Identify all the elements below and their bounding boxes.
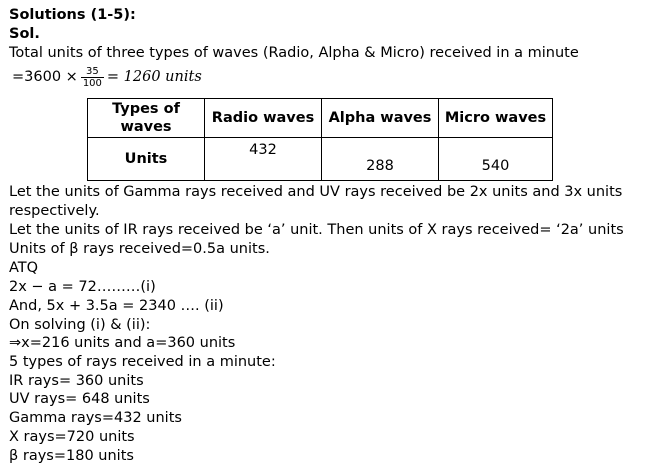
- body-line: ATQ: [9, 260, 39, 276]
- table-header-row: [88, 99, 553, 138]
- fraction-denominator: 100: [82, 77, 102, 89]
- body-line: Units of β rays received=0.5a units.: [9, 241, 270, 257]
- result-line: X rays=720 units: [9, 429, 135, 445]
- table-cell: 540: [439, 138, 553, 181]
- table-header-cell: Radio waves: [205, 99, 322, 138]
- calc-prefix: =3600 ×: [12, 69, 78, 85]
- calculation-line: [12, 64, 202, 90]
- intro-text: Total units of three types of waves (Radio, Alpha & Micro) received in a minute: [9, 45, 579, 61]
- body-line: Let the units of Gamma rays received and UV rays received be 2x units and 3x units: [9, 184, 623, 200]
- equation-line: 2x − a = 72………(i): [9, 279, 156, 295]
- sol-label: Sol.: [9, 26, 40, 42]
- solutions-heading: Solutions (1-5):: [9, 7, 136, 23]
- result-line: IR rays= 360 units: [9, 373, 144, 389]
- table-row-label: Units: [88, 138, 205, 181]
- calc-result: = 1260 units: [106, 69, 202, 85]
- result-line: β rays=180 units: [9, 448, 134, 464]
- body-line: Let the units of IR rays received be ‘a’ unit. Then units of X rays received= ‘2a’ units: [9, 222, 624, 238]
- result-line: UV rays= 648 units: [9, 391, 150, 407]
- fraction-numerator: 35: [81, 66, 104, 78]
- table-row: [88, 138, 553, 181]
- body-line: respectively.: [9, 203, 100, 219]
- body-line: ⇒x=216 units and a=360 units: [9, 335, 236, 351]
- table-cell: 288: [322, 138, 439, 181]
- result-line: Gamma rays=432 units: [9, 410, 182, 426]
- waves-table: [87, 98, 553, 181]
- table-cell: 432: [205, 138, 322, 181]
- equation-line: And, 5x + 3.5a = 2340 …. (ii): [9, 298, 224, 314]
- body-line: 5 types of rays received in a minute:: [9, 354, 276, 370]
- table-header-cell: Micro waves: [439, 99, 553, 138]
- fraction: [81, 66, 104, 89]
- table-header-cell: Alpha waves: [322, 99, 439, 138]
- body-line: On solving (i) & (ii):: [9, 317, 151, 333]
- table-header-cell: Types of waves: [88, 99, 205, 138]
